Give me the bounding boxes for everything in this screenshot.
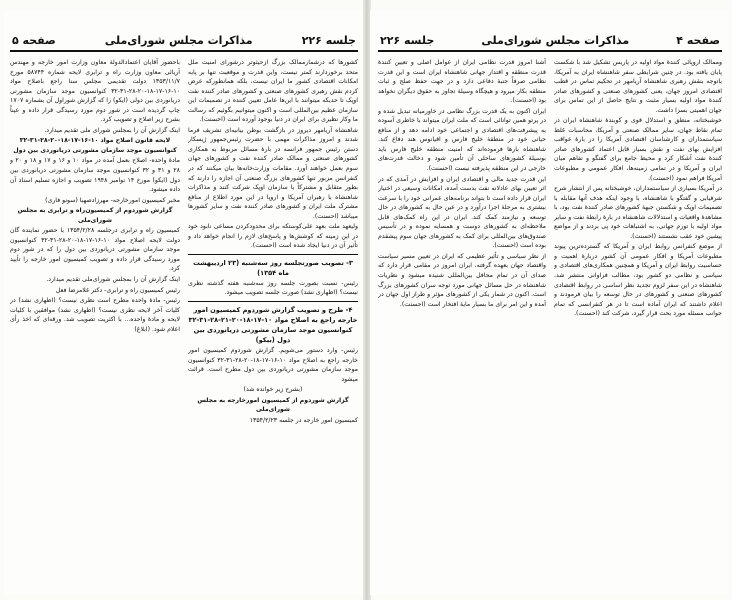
page-number: صفحه ۴ (676, 33, 720, 47)
report-heading: گزارش شوردوم از کمیسیون‌راه و ترابری به مجلس شورای‌ملی (17, 207, 173, 224)
note: (بشرح زیر خوانده شد) (243, 386, 303, 394)
page-number: صفحه ۵ (12, 33, 56, 47)
text-column-right (188, 58, 358, 588)
section-heading: ۳- تصویب صورتجلسه روز سه‌شنبه (۲۳ اردیبهشت ماه ۱۳۵۴) (193, 258, 353, 277)
paragraph: رئیس- وارد دستور می‌شویم. گزارش شوردوم کمیسیون امور خارجه راجع به اصلاح مواد ۱۰-۱۶-۱۷-۱۸-۲۰-۲۸-۳۱-۳۲ کنوانسیون موجد سازمان مشورتی دریانوردی بین دول مطرح است. قرائت میشود (188, 347, 358, 383)
left-page (4, 10, 364, 595)
session-label: جلسه ۲۲۶ (380, 33, 435, 47)
right-page (370, 10, 728, 595)
paragraph: کشورها که درشمارممالک بزرگ ازحیثوتر درشورای امنیت ملل متحد برخوردارند کمتر نیست، واین قدرت و موقعیت تنها بر پایه امکانات اقتصادی کشور ما ایران نیست، بلکه همانطورکه عرض کردم نقش رهبری کشورهای صنعتی و کشورهای صادر کننده نفت اوپک تا حدیکه میتوانند با این‌ها عامل تعیین کننده در تصمیمات این سازمان عظیم بین‌المللی است و اکنون میتوانیم بگوئیم که رسالت ما وکار نظیری برای ایران در دنیا بوجود آورده است (احسنت). (188, 59, 358, 124)
right-page-columns (378, 58, 722, 588)
paragraph: کمیسیون امور خارجه در جلسه ۱۳۵۴/۲/۲۳ (249, 416, 358, 424)
bill-title: لایحه قانون اصلاح مواد ۱۰-۱۶-۱۷-۱۸-۲۰-۲۸-۳۱-۳۲ کنوانسیون موجد سازمان مشورتی دریانوردی بین دول (13, 137, 177, 154)
paragraph: از نظر سیاسی و تأثیر عظیمی که ایران در تعیین مسیر سیاست واقتصاد جهان بعهده گرفته، ایران امروز در مقامی قرار دارد که صدای آن در تمام محافل بین‌المللی شنیده میشود و نظریات شاهنشاه در حل مسائل جهانی مورد توجه سران کشورهای بزرگ است. اکنون در شمار یکی از کشورهای مؤثر و طراز اول جهان در آمده و این امر برای ما بسیار مایهٔ افتخار است (احسنت). (378, 252, 546, 308)
section-heading: ۴- طرح و تصویب گزارش شوردوم کمیسیون امور خارجه راجع به اصلاح مواد ۱۰-۱۷-۱۸-۲۰-۲۱-۲۸-۳۱-۳۲ کنوانسیون موجد سازمان مشورتی دریانوردی بین دول (بیکو) (188, 306, 358, 345)
report-heading: گزارش شوردوم از کمیسیون امورخارجه به مجلس شورای‌ملی (197, 396, 349, 414)
section-divider (188, 254, 358, 255)
signature-line: مخبر کمیسیون امورخارجه- مهرزادصهبا (سونو فاری) (45, 196, 180, 204)
text-column-right (554, 58, 722, 588)
publication-title: مذاکرات مجلس شورای‌ملی (481, 33, 630, 47)
paragraph: ولیعهد ملت بعهد علی‌کوستکه برای محدودکردن مساعی نابود خود در این زمینه که کوشش‌ها و پاسخ‌های لازم را انجام خواهد داد و تأثیر آن در دنیا ایجاد شده است (احسنت). (188, 223, 358, 250)
text-column-left (10, 58, 180, 588)
paragraph: وممالک اروپائی کنندهٔ مواد اولیه در پاریس تشکیل شد با شکست پایان یافته بود. در چنین شرایطی سفر شاهنشاه ایران به آمریکا، باتوجه بنقش رهبری شاهنشاه آریامهر در تحکیم تماس در قطب اقتصادی امروز جهان، یعنی کشورهای صنعتی و کشورهای صادر کنندهٔ مواد اولیه بسیار مثبت و نتایج حاصل از این تماس برای جهان اهمیتی بسزا داشت. (554, 59, 722, 114)
paragraph: اینک گزارش آن را بمجلس شورای ملی تقدیم میدارد. (44, 126, 180, 134)
text-column-left (378, 58, 546, 588)
publication-title: مذاکرات مجلس شورای‌ملی (104, 33, 253, 47)
paragraph: کمیسیون راه و ترابری درجلسه ۱۳۵۴/۲/۲۸ با حضور نماینده گان دولت لایحه اصلاح مواد ۱۰-۱۶-۱۷-۱۸-۲۰-۲۸-۳۱-۳۲ کنوانسیون موجد سازمان مشورتی دریانوردی بین دول را که در شور دوم مورد رسیدگی قرار داده و تصویب کمیسیون امور خارجه را تأیید کرد. (10, 227, 180, 273)
running-head-left (10, 30, 358, 52)
paragraph: شاهنشاه آریامهر دیروز در بازگشت بوطن بیانیه‌ای تشریف فرما شدند و امروز مذاکرات مهمی با حضرت رئیس‌جمهور ژیسکار دستن رئیس جمهور فرانسه در بارهٔ مسائل مربوط به همکاری کشورهای صنعتی و ممالک صادر کننده نفت و کشورهای جهان سوم بعمل خواهند آورد. مقامات وزارت‌خانه‌ها بیان میکنند که در کنفرانس مزبور تنها کشورهای بزرگ صنعتی آن اجازه را دارند که بطور متقابل و مشترکاً با سازمان اوپک شرکت کنند و مذاکرات شاهنشاه با رهبران آمریکا و اروپا در این مورد اطلاع از منافع مشترک ملت ایران و کشورهای صادر کننده نفت و سایر کشورها میباشد (احسنت). (188, 126, 358, 220)
paragraph: ایران اکنون به یک قدرت بزرگ نظامی در خاورمیانه تبدیل شده و در پرتو همین توانائی است که ملت ایران میتواند با خاطری آسوده به پیشرفت‌های اقتصادی و اجتماعی خود ادامه دهد و از منافع حیاتی خود در منطقهٔ خلیج فارس و اقیانوس هند دفاع کند. شاهنشاه بارها فرموده‌اند که امنیت منطقه خلیج فارس باید بوسیلهٔ کشورهای ساحلی آن تأمین شود و دخالت قدرت‌های خارجی در این منطقه پذیرفته نیست (احسنت). (378, 107, 546, 173)
signature-line: رئیس کمیسیون راه و ترابری- دکتر غلامرضا فعل (55, 286, 180, 294)
paragraph: باحضور آقایان اعتماد‌الدولهٔ معاون وزارت امور خارجه و مهندس آریائی معاون وزارت راه و ترابری لایحه شماره ۵۸۷۴۴ مورخ ۱۳۵۳/۱۱/۷ دولت تقدیمی مجلس سنا راجع باصلاح مواد ۱۰-۱۶-۱۷-۱۸-۲۰-۲۸-۳۱-۳۲ کنوانسیون موجد سازمان مشورتی دریانوردی بین دولی (ایکو) را که گزارش شوراول آن بشماره ۱۷۰۷ چاپ گردیده است در شور دوم مورد رسیدگی قرار داده و عیناً بشرح زیر اصلاح و تصویب کرد. (10, 59, 180, 124)
left-page-columns (10, 58, 358, 588)
paragraph: آشنا امروز قدرت نظامی ایران از عوامل اصلی و تعیین کنندهٔ قدرت منطقه و اقتدار جهانی شاهنشاه ایران است و این قدرت نظامی صرفاً جنبهٔ دفاعی دارد و در جهت حفظ صلح و ثبات منطقه بکار میرود و هیچگاه وسیلهٔ تجاوز به حقوق دیگران نخواهد بود (احسنت). (378, 59, 546, 105)
paragraph: خوشبختانه، منطق و استدلال قوی و کوبندهٔ شاهنشاه ایران در تمام نقاط جهان، سایر ممالک صنعتی و آمریکا، محاسبات غلط سیاستمداران و کارشناسان اقتصادی آمریکا را در بارهٔ عواقب افزایش بهای نفت و نقش بسیار قابل اعتماد کشورهای صادر کنندهٔ نفت آشکار کرد و محیط جامع برای گفتگو و تفاهم میان ایران و آمریکا و در تمامی زمینه‌ها، افکار عمومی و مطبوعات آمریکا فراهم نمود (احسنت). (554, 117, 722, 182)
paragraph: اینک گزارش آن را بمجلس شورای‌ملی تقدیم میدارد. (46, 276, 180, 284)
paragraph: رئیس- مادهٔ واحده مطرح است نظری نیست؟ (اظهاری نشد) در کلیات آخر لایحه نظری نیست؟ (اظهاری نشد) موافقین با کلیات لایحه و مادهٔ واحده... با اکثریت تصویب شد. ورقه‌ای که اخذ رأی اعلام شود. (ابلاغ) (10, 297, 180, 333)
session-label: جلسه ۲۲۶ (301, 33, 356, 47)
paragraph: رئیس- نسبت بصورت جلسه روز سه‌شنبه هفته گذشته نظری نیست؟ (اظهاری نشد) صورت جلسه تصویب میشود. (188, 279, 358, 297)
paragraph: مادهٔ واحده- اصلاح‌ بعمل آمده در مواد ۱۰ و ۱۶ و ۱۷ و ۱۸ و ۲۰ و ۲۸ و ۳۱ و ۳۲ کنوانسیون موجد سازمان مشورتی دریانوردی بین دول (ایکو) مورخ ۱۴ نوامبر ۱۹۴۸ تصویب و اجازه تسلیم اسناد آن داده میشود. (10, 157, 180, 194)
paragraph: در آمریکا بسیاری از سیاستمداران، خوشبختانه پس از انتشار شرح شرفیابی و گفتگو با شاهنشاه، با وجود اینکه هدف آنها مقابله با تصمیمات اوپک و شکستن جبههٔ کشورهای صادر کنندهٔ نفت بود، با مشاهدهٔ واقعیات و استدلالات شاهنشاه در بارهٔ رابطهٔ نفت و سایر مواد اولیه با تورم جهانی، به اشتباهات خود پی بردند و از مواضع پیشین خود عقب نشستند (احسنت). (554, 185, 722, 240)
paragraph: این قدرت جدید مالی و اقتصادی ایران و افزایش در آمدی که در اثر تعیین بهای عادلانه نفت بدست آمده، امکانات وسیعی در اختیار ایران قرار داده است تا بتواند برنامه‌های عمرانی خود را با سرعت بیشتری به مرحلهٔ اجرا درآورد و در عین حال به کشورهای در حال توسعه و نیازمند کمک کند. ایران در این راه کمک‌های قابل ملاحظه‌ای به کشورهای دوست و همسایه نموده و در تأسیس صندوق‌های بین‌المللی برای کمک به کشورهای جهان سوم پیشقدم بوده است (احسنت). (378, 175, 546, 250)
running-head-right (378, 30, 722, 52)
section-divider (188, 301, 358, 302)
paragraph: از موضع کنفرانس روابط ایران و آمریکا که گسترده‌ترین پیوند مطبوعات آمریکا و افکار عمومی آن کشور دربارهٔ اهمیت و حساسیت روابط ایران و آمریکا و همچنین همکاری‌های اقتصادی و سیاسی و نظامی دو کشور بود، مطالب فراوانی منتشر شد. شاهنشاه در این سفر لزوم تجدید نظر اساسی در روابط اقتصادی کشورهای صنعتی و کشورهای در حال توسعه را بیان فرمودند و اعلام داشتند که ایران آماده است تا در هر کنفرانسی که تمام جوانب مسئله مورد بحث قرار گیرد، شرکت کند (احسنت). (554, 243, 722, 318)
